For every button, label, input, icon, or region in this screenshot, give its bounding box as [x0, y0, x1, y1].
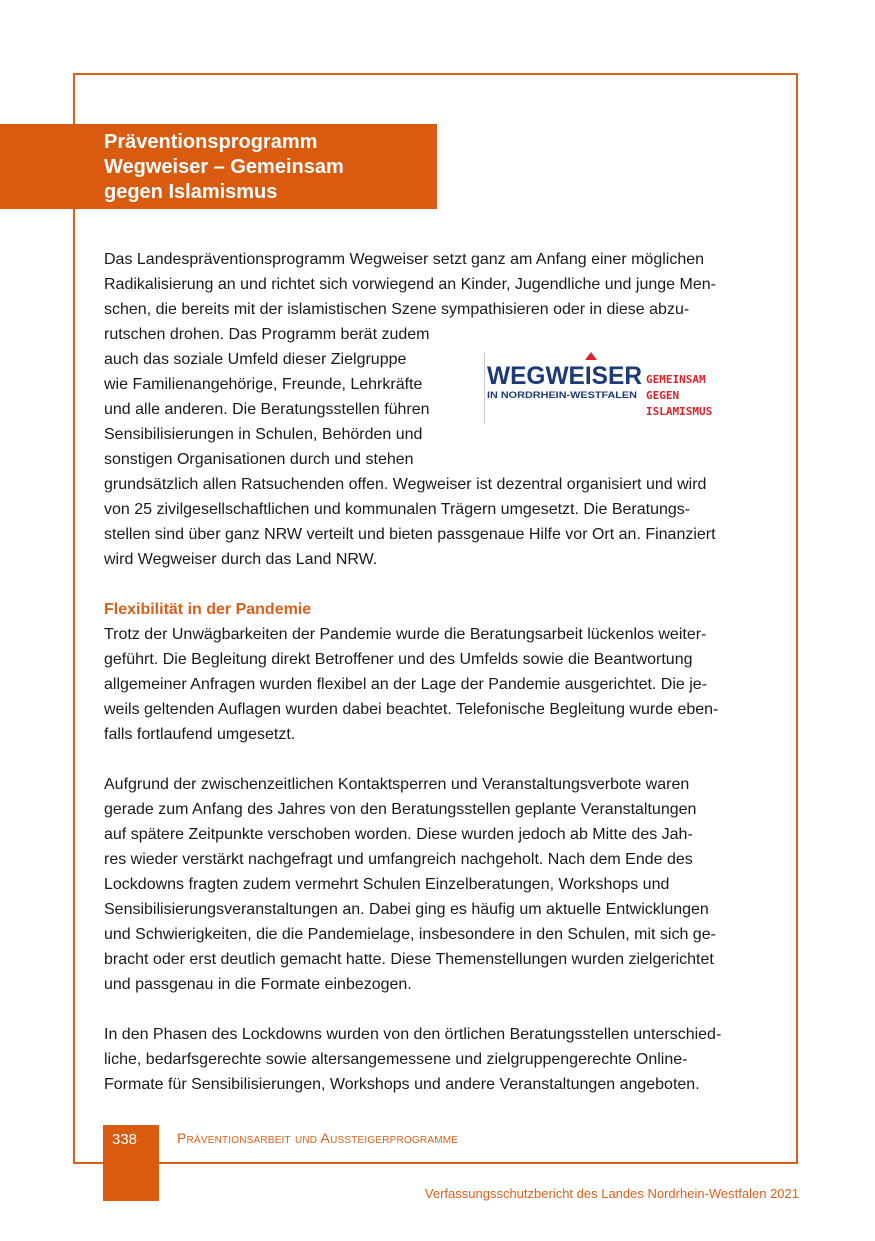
text-line: liche, bedarfsgerechte sowie altersangemessene und zielgruppengerechte Online- — [104, 1051, 688, 1068]
section-heading: Flexibilität in der Pandemie — [104, 601, 312, 618]
page-number: 338 — [112, 1131, 138, 1148]
page-title — [0, 124, 437, 209]
title-line: Wegweiser – Gemeinsam — [104, 156, 344, 178]
text-line: Sensibilisierungsveranstaltungen an. Dabei ging es häufig um aktuelle Entwicklungen — [104, 901, 709, 918]
text-line: schen, die bereits mit der islamistischen Szene sympathisieren oder in diese abzu- — [104, 301, 690, 318]
text-line: Das Landespräventionsprogramm Wegweiser setzt ganz am Anfang einer möglichen — [104, 251, 705, 268]
text-line: geführt. Die Begleitung direkt Betroffener und des Umfelds sowie die Beantwortung — [104, 651, 693, 668]
wegweiser-logo — [484, 352, 724, 424]
text-line: In den Phasen des Lockdowns wurden von den örtlichen Beratungsstellen unterschied- — [104, 1026, 722, 1043]
page-number-box — [103, 1125, 159, 1201]
text-line: Radikalisierung an und richtet sich vorwiegend an Kinder, Jugendliche und junge Men- — [104, 276, 716, 293]
text-line: falls fortlaufend umgesetzt. — [104, 726, 296, 743]
text-line: auf spätere Zeitpunkte verschoben worden. Diese wurden jedoch ab Mitte des Jah- — [104, 826, 693, 843]
chapter-label — [177, 1130, 458, 1146]
text-line: res wieder verstärkt nachgefragt und umfangreich nachgeholt. Nach dem Ende des — [104, 851, 693, 868]
text-line: wie Familienangehörige, Freunde, Lehrkräfte — [104, 376, 423, 393]
text-line: und alle anderen. Die Beratungsstellen führen — [104, 401, 430, 418]
text-line: stellen sind über ganz NRW verteilt und bieten passgenaue Hilfe vor Ort an. Finanziert — [104, 526, 716, 543]
text-line: gerade zum Anfang des Jahres von den Beratungsstellen geplante Veranstaltungen — [104, 801, 697, 818]
logo-subtitle: IN NORDRHEIN-WESTFALEN — [487, 390, 637, 400]
logo-tagline: GEMEINSAM — [646, 373, 706, 386]
text-line: Aufgrund der zwischenzeitlichen Kontaktsperren und Veranstaltungsverbote waren — [104, 776, 690, 793]
text-line: und Schwierigkeiten, die die Pandemielage, insbesondere in den Schulen, mit sich ge- — [104, 926, 716, 943]
logo-tagline: ISLAMISMUS — [646, 405, 713, 418]
publication-footer — [425, 1186, 799, 1201]
text-line: und passgenau in die Formate einbezogen. — [104, 976, 412, 993]
text-line: Lockdowns fragten zudem vermehrt Schulen Einzelberatungen, Workshops und — [104, 876, 670, 893]
text-line: Sensibilisierungen in Schulen, Behörden und — [104, 426, 423, 443]
text-line: rutschen drohen. Das Programm berät zudem — [104, 326, 430, 343]
text-line: Formate für Sensibilisierungen, Workshops und andere Veranstaltungen angeboten. — [104, 1076, 700, 1093]
publication-title: Verfassungsschutzbericht des Landes Nordrhein-Westfalen 2021 — [424, 1186, 799, 1201]
text-line: wird Wegweiser durch das Land NRW. — [104, 551, 378, 568]
title-line: gegen Islamismus — [104, 181, 278, 203]
logo-tagline: GEGEN — [646, 389, 680, 402]
logo-arrow-icon — [585, 352, 597, 360]
chapter-label-text: Präventionsarbeit und Aussteigerprogramme — [177, 1130, 459, 1146]
text-line: weils geltenden Auflagen wurden dabei beachtet. Telefonische Begleitung wurde eben- — [104, 701, 719, 718]
text-line: bracht oder erst deutlich gemacht hatte. Diese Themenstellungen wurden zielgerichtet — [104, 951, 714, 968]
text-line: allgemeiner Anfragen wurden flexibel an der Lage der Pandemie ausgerichtet. Die je- — [104, 676, 708, 693]
text-line: auch das soziale Umfeld dieser Zielgruppe — [104, 351, 407, 368]
text-line: sonstigen Organisationen durch und stehen — [104, 451, 414, 468]
title-line: Präventionsprogramm — [104, 131, 318, 153]
logo-main-text: WEGWEISER — [487, 362, 642, 390]
pandemic-section — [104, 597, 772, 1097]
text-line: Trotz der Unwägbarkeiten der Pandemie wurde die Beratungsarbeit lückenlos weiter- — [104, 626, 707, 643]
text-line: von 25 zivilgesellschaftlichen und kommunalen Trägern umgesetzt. Die Beratungs- — [104, 501, 691, 518]
text-line: grundsätzlich allen Ratsuchenden offen. Wegweiser ist dezentral organisiert und wird — [104, 476, 707, 493]
